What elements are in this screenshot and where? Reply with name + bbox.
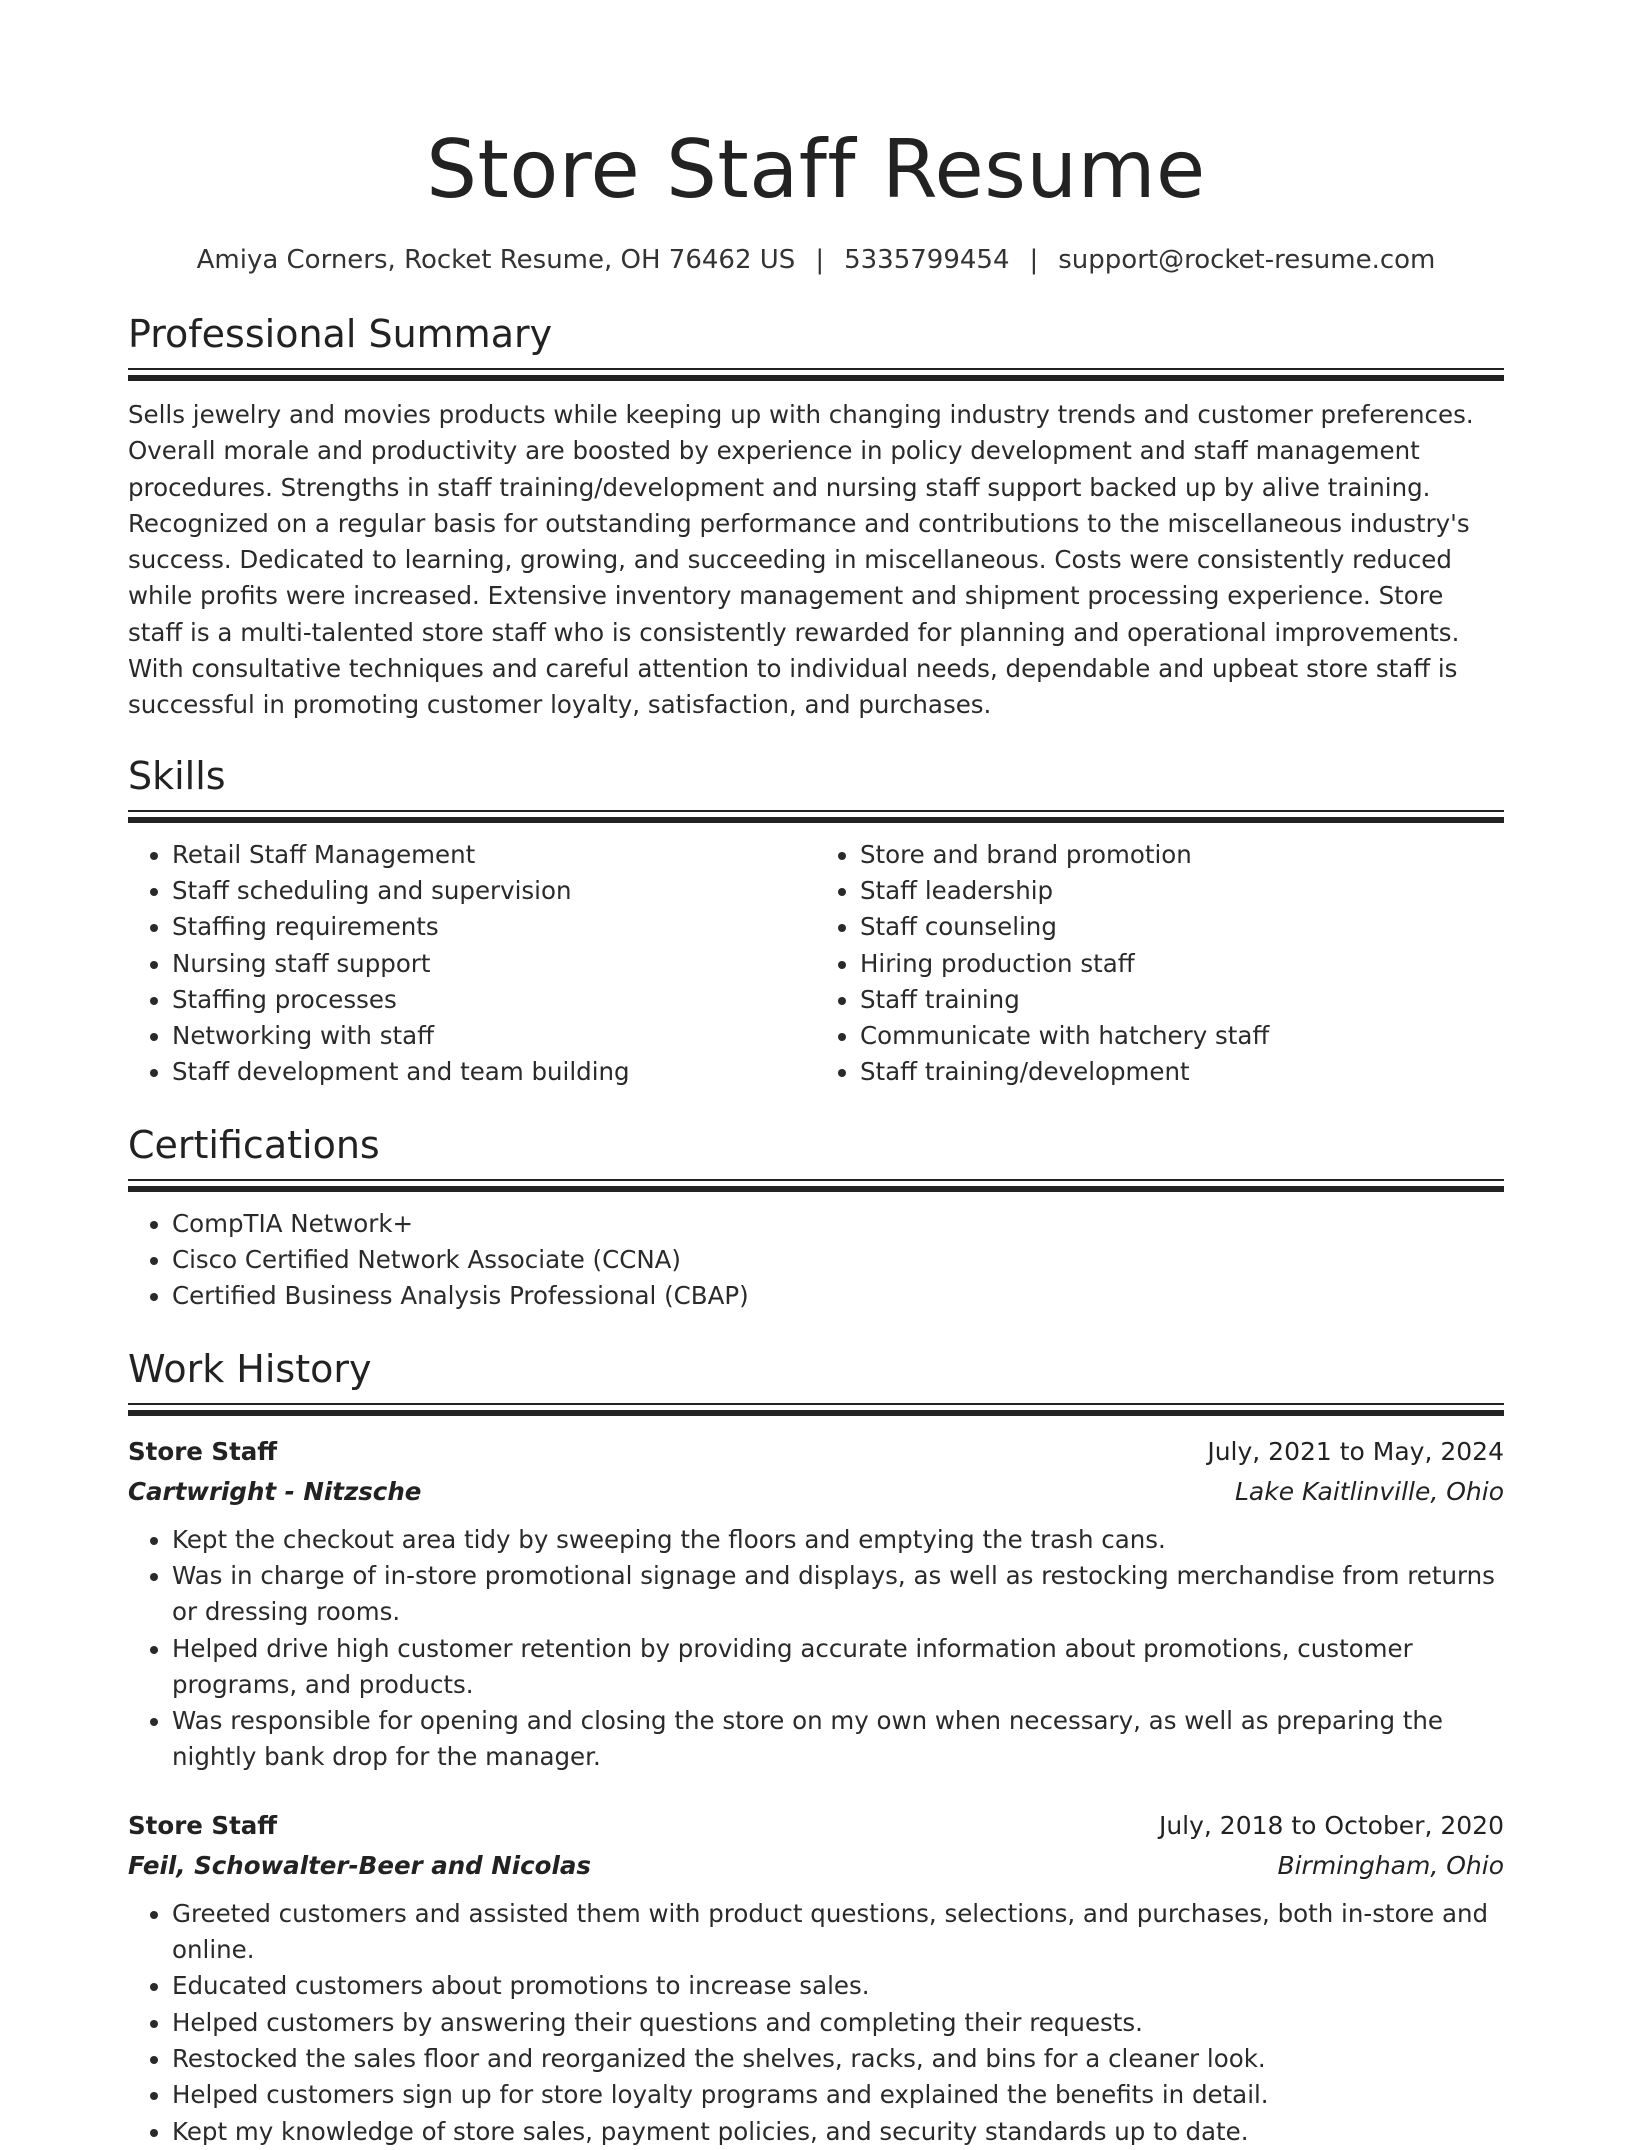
skill-item: • Retail Staff Management (172, 837, 816, 873)
job-header (128, 1432, 1504, 1472)
contact-line (128, 242, 1504, 278)
page-title: Store Staff Resume (426, 123, 1206, 216)
section-divider (128, 810, 1504, 823)
summary-text: Sells jewelry and movies products while keeping up with changing industry trends and customer preferences. Overall morale and productivity are boosted by experience in policy development and staff management procedures. Strengths in staff training/development and nursing staff support backed up by alive training. Recognized on a regular basis for outstanding performance and contributions to the miscellaneous industry's success. Dedicated to learning, growing, and succeeding in miscellaneous. Costs were consistently reduced while profits were increased. Extensive inventory management and shipment processing experience. Store staff is a multi-talented store staff who is consistently rewarded for planning and operational improvements. With consultative techniques and careful attention to individual needs, dependable and upbeat store staff is successful in promoting customer loyalty, satisfaction, and purchases. (128, 400, 1474, 720)
job-bullet: • Helped customers by answering their questions and completing their requests. (172, 2005, 1504, 2041)
job-bullet: • Was responsible for opening and closing the store on my own when necessary, as well as preparing the nightly bank drop for the manager. (172, 1703, 1504, 1776)
skill-item: • Communicate with hatchery staff (860, 1018, 1504, 1054)
job-bullet: • Was in charge of in-store promotional signage and displays, as well as restocking merchandise from returns or dressing rooms. (172, 1558, 1504, 1631)
job-company: Feil, Schowalter-Beer and Nicolas (128, 1850, 591, 1880)
skill-item: • Staff scheduling and supervision (172, 873, 816, 909)
job-header (128, 1806, 1504, 1846)
job-title: Store Staff (128, 1436, 278, 1466)
section-divider (128, 368, 1504, 381)
job-bullet: • Educated customers about promotions to increase sales. (172, 1968, 1504, 2004)
section-title-work-history: Work History (128, 1346, 372, 1391)
section-divider (128, 1179, 1504, 1192)
skills-list-right (816, 837, 1504, 1091)
skill-item: • Staffing requirements (172, 909, 816, 945)
certification-item: • Certified Business Analysis Professional (CBAP) (172, 1278, 1504, 1314)
section-divider (128, 1403, 1504, 1416)
skill-item: • Staff leadership (860, 873, 1504, 909)
certifications-section (128, 1119, 1504, 1315)
job-company: Cartwright - Nitzsche (128, 1476, 422, 1506)
job-bullet: • Helped customers sign up for store loyalty programs and explained the benefits in detail. (172, 2077, 1504, 2113)
job-entry (128, 1432, 1504, 1776)
certification-item: • Cisco Certified Network Associate (CCNA) (172, 1242, 1504, 1278)
certifications-list (128, 1206, 1504, 1315)
email-link[interactable]: support@rocket-resume.com (1058, 245, 1436, 275)
section-title-skills: Skills (128, 753, 226, 798)
contact-separator: | (1029, 245, 1039, 275)
section-title-summary: Professional Summary (128, 312, 553, 356)
job-bullet: • Kept my knowledge of store sales, payment policies, and security standards up to date. (172, 2114, 1504, 2150)
skill-item: • Staff development and team building (172, 1054, 816, 1090)
job-subheader (128, 1472, 1504, 1512)
job-subheader (128, 1846, 1504, 1886)
skills-section (128, 750, 1504, 1091)
job-bullet: • Restocked the sales floor and reorganized the shelves, racks, and bins for a cleaner look. (172, 2041, 1504, 2077)
summary-section (128, 308, 1504, 724)
skills-list-left (128, 837, 816, 1091)
job-location: Lake Kaitlinville, Ohio (1234, 1476, 1504, 1506)
skill-item: • Staff training (860, 982, 1504, 1018)
job-bullet: • Kept the checkout area tidy by sweeping the floors and emptying the trash cans. (172, 1522, 1504, 1558)
skills-grid (128, 837, 1504, 1091)
skill-item: • Staff training/development (860, 1054, 1504, 1090)
phone-text: 5335799454 (844, 245, 1010, 275)
contact-separator: | (815, 245, 825, 275)
section-title-certifications: Certifications (128, 1122, 380, 1167)
job-location: Birmingham, Ohio (1277, 1850, 1504, 1880)
job-dates: July, 2018 to October, 2020 (1158, 1810, 1504, 1840)
skill-item: • Staff counseling (860, 909, 1504, 945)
job-bullets (128, 1522, 1504, 1776)
skill-item: • Staffing processes (172, 982, 816, 1018)
skill-item: • Networking with staff (172, 1018, 816, 1054)
skill-item: • Nursing staff support (172, 946, 816, 982)
certification-item: • CompTIA Network+ (172, 1206, 1504, 1242)
skill-item: • Store and brand promotion (860, 837, 1504, 873)
job-bullet: • Helped drive high customer retention by providing accurate information about promotions, customer programs, and products. (172, 1631, 1504, 1704)
address-text: Amiya Corners, Rocket Resume, OH 76462 US (196, 245, 796, 275)
job-dates: July, 2021 to May, 2024 (1207, 1436, 1504, 1466)
job-bullet: • Greeted customers and assisted them with product questions, selections, and purchases, both in-store and online. (172, 1896, 1504, 1969)
skill-item: • Hiring production staff (860, 946, 1504, 982)
job-entry (128, 1806, 1504, 2150)
work-history-section (128, 1343, 1504, 2150)
job-title: Store Staff (128, 1810, 278, 1840)
